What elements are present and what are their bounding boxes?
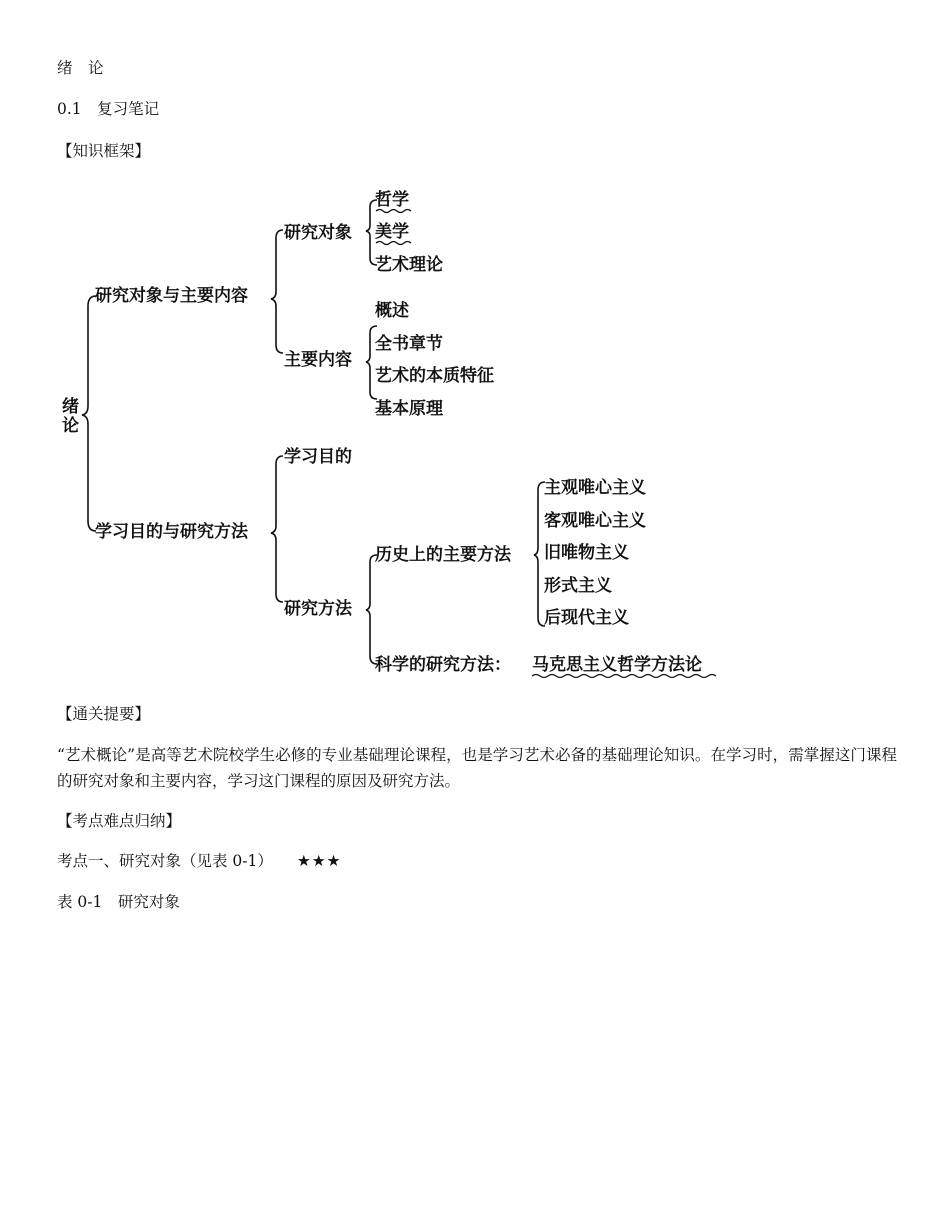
item-overview: 概述 [375,301,409,321]
keypoint-1 [57,851,342,871]
item-philosophy: 哲学 [375,190,409,210]
summary-label: 【通关提要】 [57,705,151,723]
item-basic-principles: 基本原理 [375,399,443,419]
item-old-materialism: 旧唯物主义 [544,543,629,563]
root-char-2: 论 [62,416,79,436]
wavy-underline-philosophy [376,210,411,213]
wavy-underline-aesthetics [376,242,411,245]
science-method-value: 马克思主义哲学方法论 [532,655,702,675]
chapter-title: 绪 论 [57,59,104,77]
table-caption: 表 0-1 研究对象 [57,893,180,911]
branch1-label: 研究对象与主要内容 [95,286,248,306]
branch2-label: 学习目的与研究方法 [95,522,248,542]
branch2-brace [271,456,283,602]
item-subjective-idealism: 主观唯心主义 [544,478,646,498]
root-brace [82,296,96,531]
item-chapters: 全书章节 [375,334,443,354]
history-methods-label: 历史上的主要方法 [375,545,511,565]
section-title: 0.1 复习笔记 [57,100,160,118]
item-postmodernism: 后现代主义 [544,608,629,628]
keypoints-label: 【考点难点归纳】 [57,812,182,830]
framework-label: 【知识框架】 [57,142,151,160]
sub-main-content: 主要内容 [284,350,352,370]
item-aesthetics: 美学 [375,222,409,242]
importance-stars: ★★★ [296,852,342,870]
summary-paragraph: “艺术概论”是高等艺术院校学生必修的专业基础理论课程，也是学习艺术必备的基础理论知识。在学习时，需掌握这门课程的研究对象和主要内容，学习这门课程的原因及研究方法。 [57,746,897,790]
item-art-theory: 艺术理论 [375,255,443,275]
root-char-1: 绪 [62,397,79,417]
sub-research-object: 研究对象 [284,223,352,243]
item-art-nature: 艺术的本质特征 [375,366,494,386]
keypoint-1-text: 考点一、研究对象（见表 0-1） [57,852,273,870]
item-formalism: 形式主义 [544,576,612,596]
sub-learning-purpose: 学习目的 [284,447,352,467]
research-method-brace [366,555,377,664]
science-method-label: 科学的研究方法： [375,655,511,675]
knowledge-framework-diagram [50,180,750,690]
item-objective-idealism: 客观唯心主义 [544,511,646,531]
sub-research-method: 研究方法 [284,599,352,619]
branch1-brace [271,230,283,353]
